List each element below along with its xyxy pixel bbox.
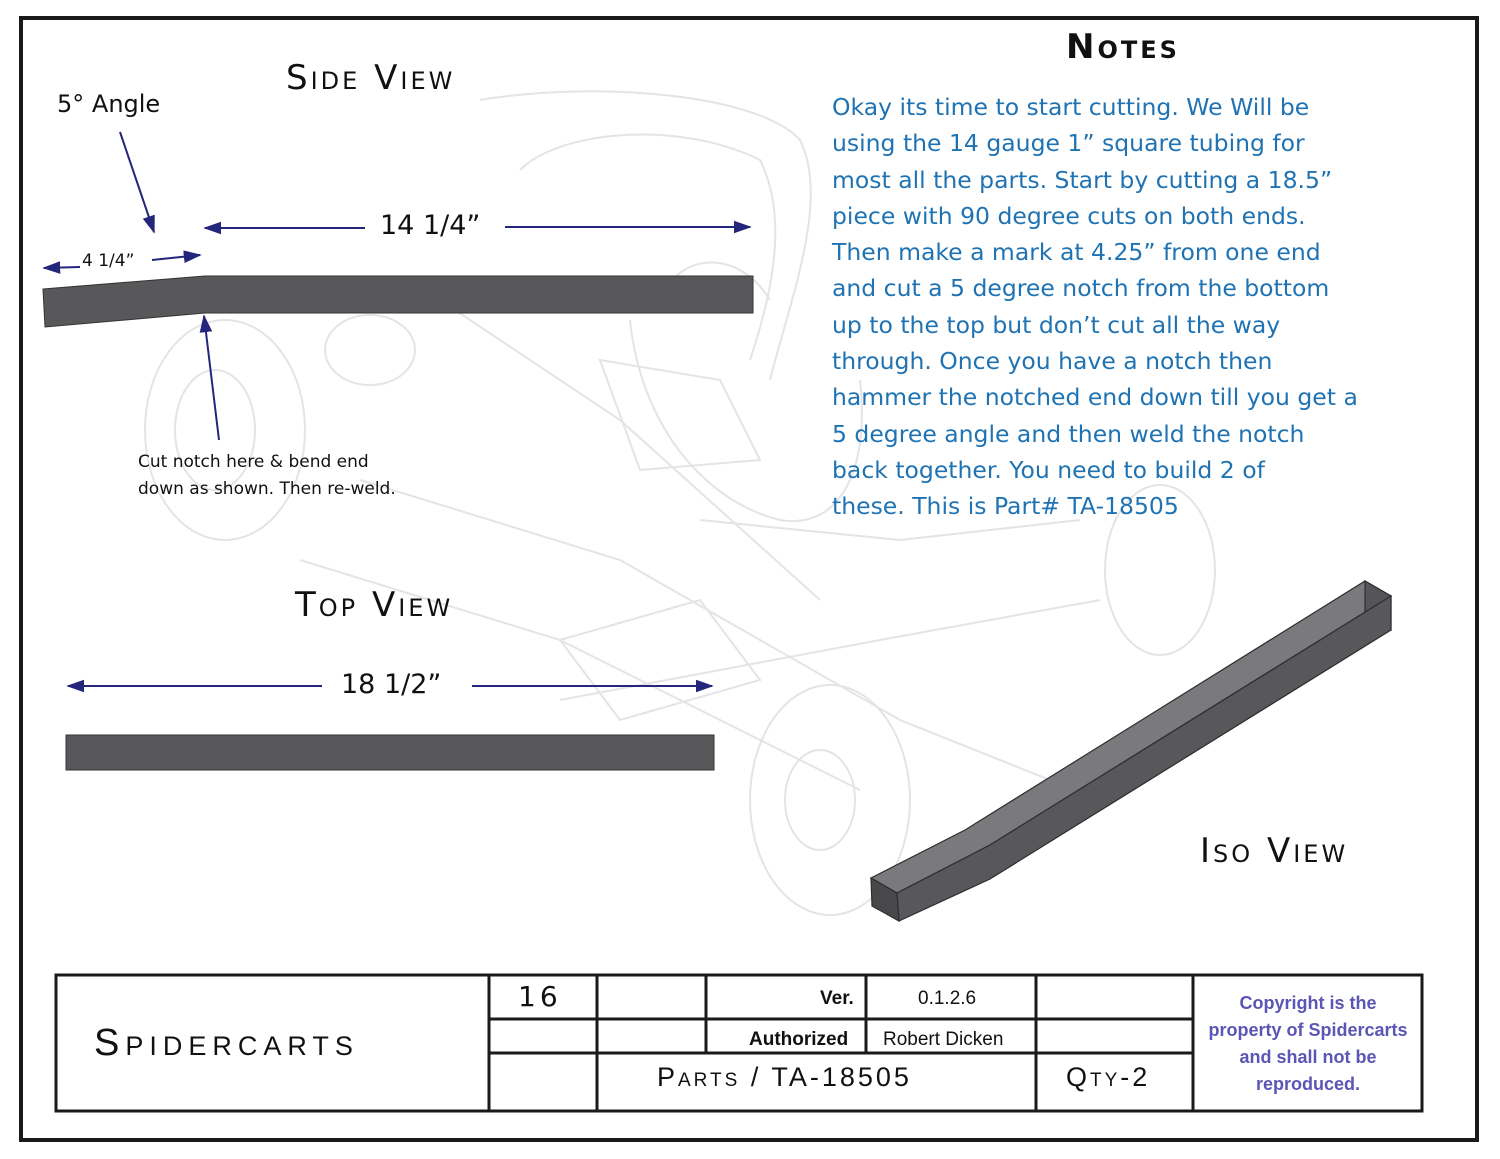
cut-note-line-1: Cut notch here & bend end <box>138 452 369 472</box>
authorized-value: Robert Dicken <box>883 1029 1004 1050</box>
version-value: 0.1.2.6 <box>918 988 977 1009</box>
copyright-notice <box>1195 990 1421 1098</box>
notes-body <box>832 89 1358 525</box>
notes-line: up to the top but don’t cut all the way <box>832 310 1281 339</box>
company-name: Spidercarts <box>94 1022 359 1064</box>
copyright-line-3: and shall not be <box>1239 1047 1377 1067</box>
iso-view-title: Iso View <box>1200 831 1349 871</box>
angle-leader-arrow <box>120 132 154 232</box>
dim-4-quarter-right-arrow <box>152 255 200 260</box>
authorized-label: Authorized <box>749 1029 849 1050</box>
notes-line: 5 degree angle and then weld the notch <box>832 419 1305 448</box>
dim-4-quarter-left-arrow <box>44 267 80 268</box>
copyright-line-1: Copyright is the <box>1239 993 1377 1013</box>
top-view-title: Top View <box>295 585 454 625</box>
sheet-number: 16 <box>518 980 562 1013</box>
cut-notch-note <box>138 449 396 503</box>
angle-label: 5° Angle <box>57 90 161 118</box>
notes-line: back together. You need to build 2 of <box>832 455 1265 484</box>
quantity: Qty-2 <box>1066 1062 1151 1092</box>
side-view-tube <box>43 276 753 327</box>
notes-line: Okay its time to start cutting. We Will be <box>832 93 1310 121</box>
long-dimension-label: 14 1/4” <box>380 210 481 241</box>
top-dimension-label: 18 1/2” <box>341 669 442 700</box>
notes-line: through. Once you have a notch then <box>832 347 1273 376</box>
part-number: Parts / TA-18505 <box>657 1062 912 1092</box>
notes-line: hammer the notched end down till you get a <box>832 383 1358 412</box>
copyright-line-2: property of Spidercarts <box>1208 1020 1408 1040</box>
notes-line: using the 14 gauge 1” square tubing for <box>832 129 1305 158</box>
notes-line: piece with 90 degree cuts on both ends. <box>832 201 1306 230</box>
notes-line: and cut a 5 degree notch from the bottom <box>832 274 1330 303</box>
notes-line: these. This is Part# TA-18505 <box>832 492 1179 521</box>
notes-line: most all the parts. Start by cutting a 18.5” <box>832 165 1333 194</box>
short-dimension-label: 4 1/4” <box>82 251 135 271</box>
top-view-tube <box>66 735 714 770</box>
version-label: Ver. <box>820 988 854 1009</box>
side-view-title: Side View <box>286 58 456 98</box>
notes-line: Then make a mark at 4.25” from one end <box>832 238 1321 267</box>
cut-note-line-2: down as shown. Then re-weld. <box>138 479 396 499</box>
notes-title: Notes <box>1066 27 1180 67</box>
copyright-line-4: reproduced. <box>1255 1074 1361 1094</box>
notch-leader-arrow <box>204 316 219 440</box>
